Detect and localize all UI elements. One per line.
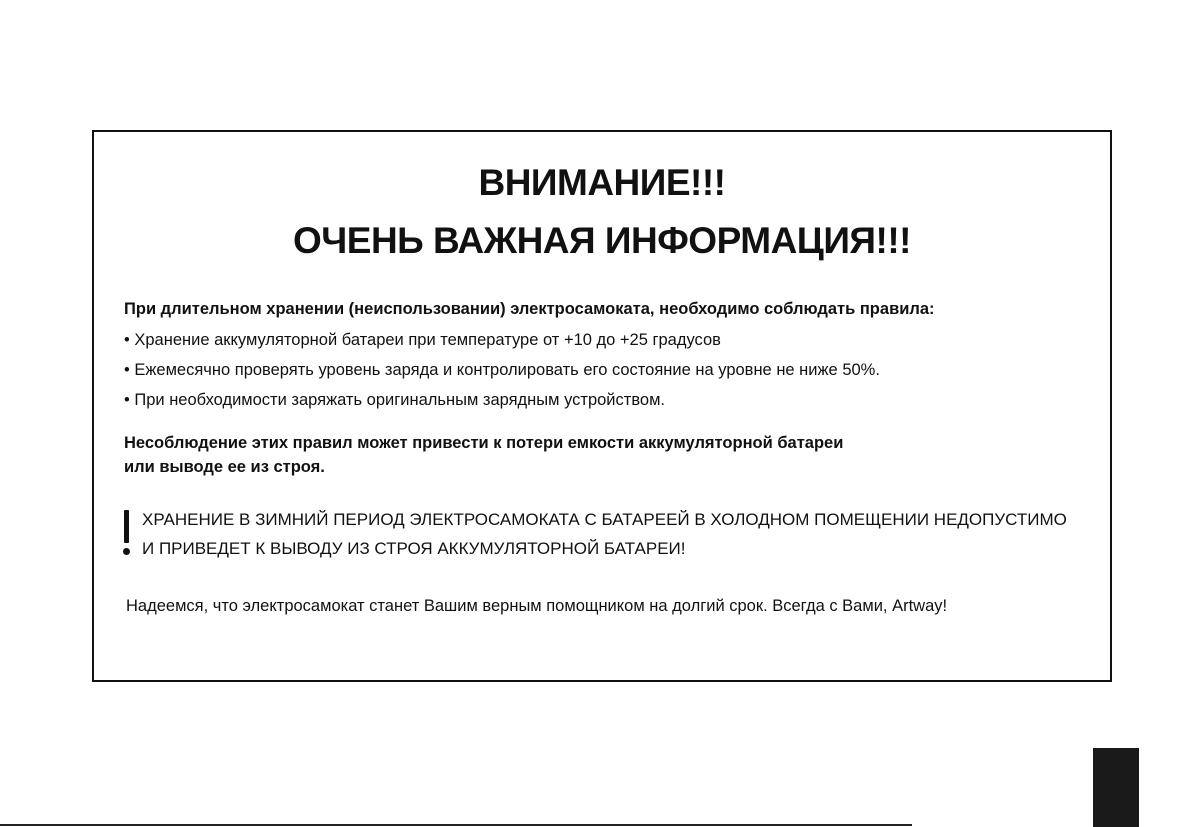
- notice-subtitle: ОЧЕНЬ ВАЖНАЯ ИНФОРМАЦИЯ!!!: [293, 220, 911, 261]
- caps-warning-text: И ПРИВЕДЕТ К ВЫВОДУ ИЗ СТРОЯ АККУМУЛЯТОРНОЙ БАТАРЕИ!: [142, 539, 686, 558]
- rule-item: • Ежемесячно проверять уровень заряда и контролировать его состояние на уровне не ниже 50%.: [124, 361, 880, 379]
- caps-warning-text: ХРАНЕНИЕ В ЗИМНИЙ ПЕРИОД ЭЛЕКТРОСАМОКАТА С БАТАРЕЕЙ В ХОЛОДНОМ ПОМЕЩЕНИИ НЕДОПУСТИМО: [142, 510, 1067, 529]
- rules-heading: При длительном хранении (неиспользовании) электросамоката, необходимо соблюдать правила:: [124, 300, 935, 318]
- rule-item: • При необходимости заряжать оригинальным зарядным устройством.: [124, 391, 666, 409]
- warning-text: или выводе ее из строя.: [124, 458, 325, 476]
- notice-box: [92, 130, 1112, 682]
- exclamation-icon: [122, 506, 132, 558]
- closing-text: Надеемся, что электросамокат станет Вашим верным помощником на долгий срок. Всегда с Вами, Artway!: [126, 597, 948, 615]
- notice-title: ВНИМАНИЕ!!!: [478, 162, 726, 203]
- page-tab-marker: [1093, 748, 1139, 827]
- rule-item: • Хранение аккумуляторной батареи при температуре от +10 до +25 градусов: [124, 331, 721, 349]
- warning-text: Несоблюдение этих правил может привести к потери емкости аккумуляторной батареи: [124, 434, 844, 452]
- bottom-divider: [0, 824, 912, 826]
